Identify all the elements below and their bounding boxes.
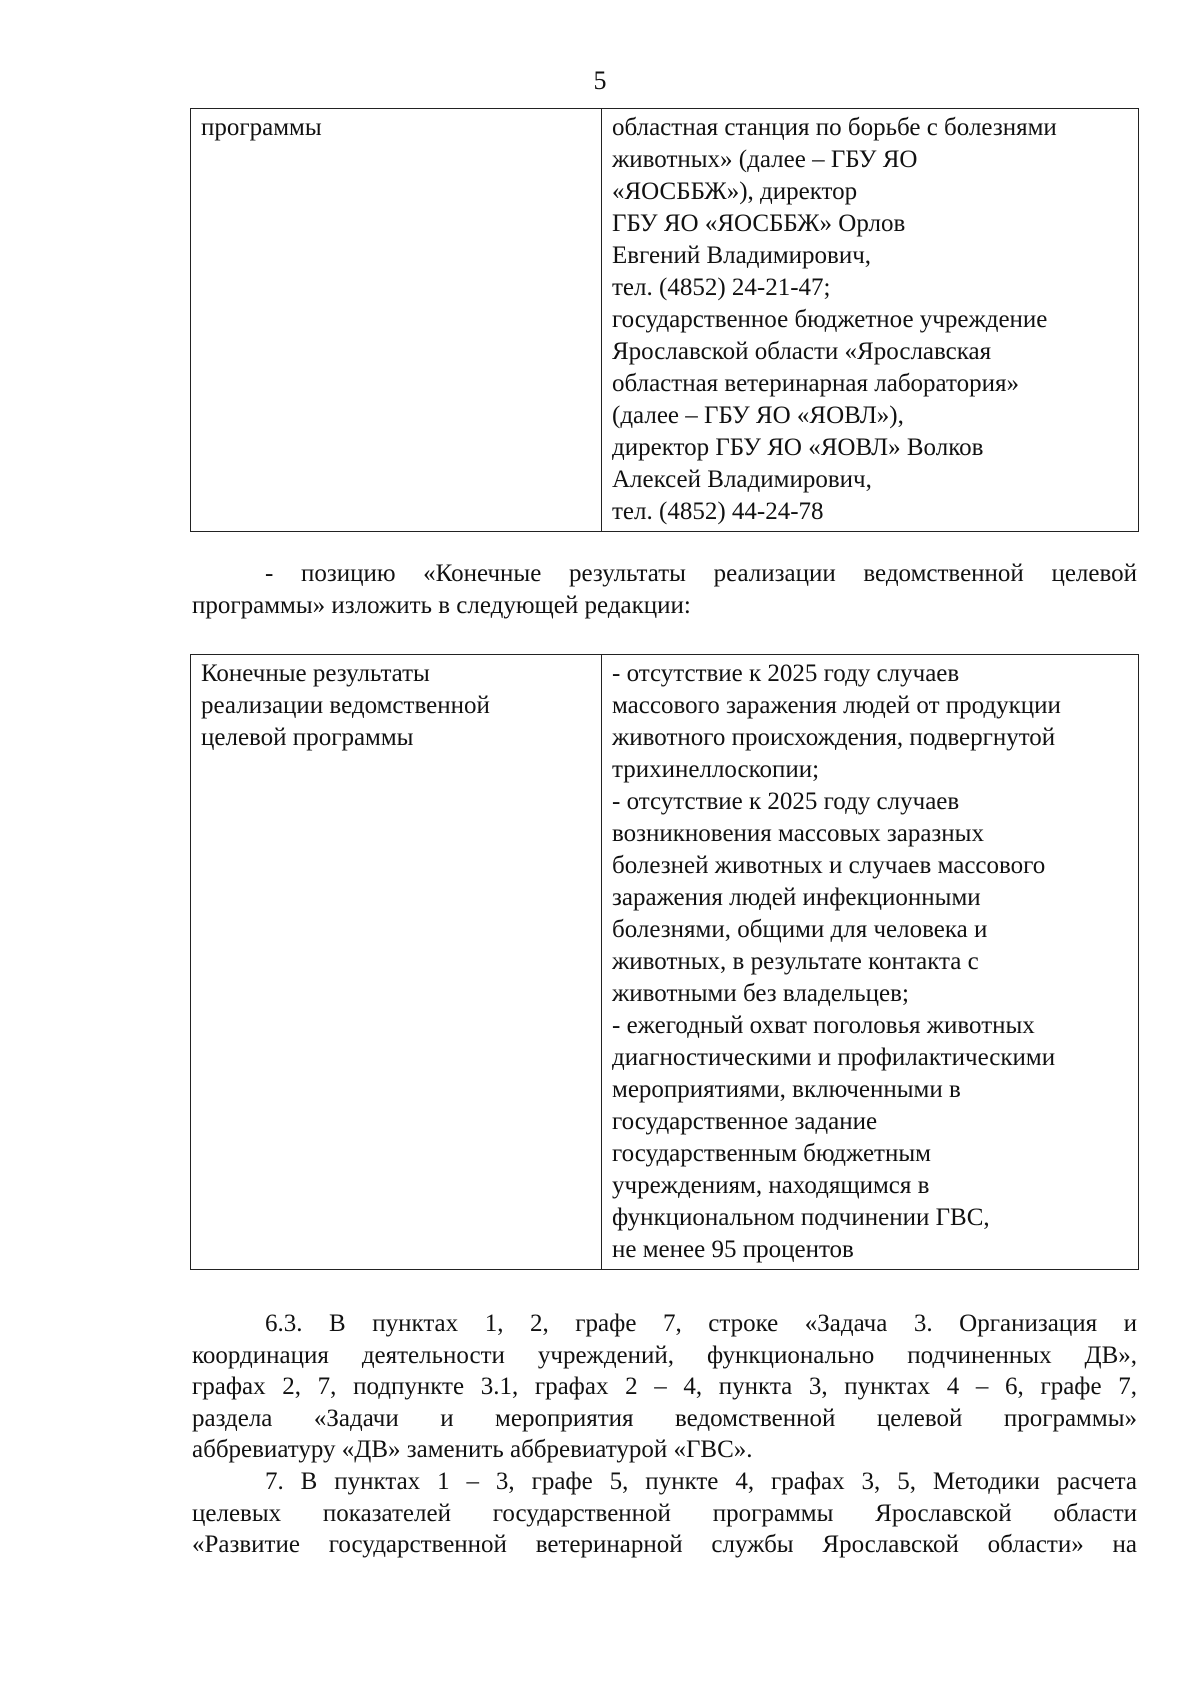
- cell-line: государственным бюджетным: [612, 1140, 931, 1167]
- cell-line: (далее – ГБУ ЯО «ЯОВЛ»),: [612, 402, 904, 429]
- paragraph-line: 7. В пунктах 1 – 3, графе 5, пункте 4, графах 3, 5, Методики расчета: [265, 1468, 1137, 1495]
- cell-line: учреждениям, находящимся в: [612, 1172, 930, 1199]
- cell-line: диагностическими и профилактическими: [612, 1044, 1056, 1071]
- amendment-paragraph-6-3: [192, 1308, 1137, 1466]
- cell-line: государственное задание: [612, 1108, 878, 1135]
- cell-line: функциональном подчинении ГВС,: [612, 1204, 990, 1231]
- cell-line: болезнями, общими для человека и: [612, 916, 988, 943]
- cell-line: - ежегодный охват поголовья животных: [612, 1012, 1035, 1039]
- paragraph-line: раздела «Задачи и мероприятия ведомственной целевой программы»: [192, 1404, 1137, 1432]
- cell-line: трихинеллоскопии;: [612, 756, 820, 783]
- cell-line: - отсутствие к 2025 году случаев: [612, 660, 960, 687]
- cell-line: целевой программы: [201, 724, 414, 751]
- table-row: [191, 655, 1139, 1270]
- cell-line: Алексей Владимирович,: [612, 466, 872, 493]
- table-cell-label: [191, 655, 602, 1270]
- cell-line: реализации ведомственной: [201, 692, 490, 719]
- cell-line: ГБУ ЯО «ЯОСББЖ» Орлов: [612, 210, 906, 237]
- paragraph-line: - позицию «Конечные результаты реализации ведомственной целевой: [265, 560, 1137, 587]
- cell-line: животными без владельцев;: [612, 980, 909, 1007]
- cell-line: болезней животных и случаев массового: [612, 852, 1046, 879]
- page-number: 5: [593, 66, 607, 95]
- cell-line: - отсутствие к 2025 году случаев: [612, 788, 960, 815]
- cell-line: государственное бюджетное учреждение: [612, 306, 1048, 333]
- table-cell-label: [191, 109, 602, 532]
- cell-line: Конечные результаты: [201, 660, 430, 687]
- paragraph-line: аббревиатуру «ДВ» заменить аббревиатурой «ГВС».: [192, 1436, 753, 1463]
- cell-line: программы: [201, 114, 322, 141]
- cell-line: заражения людей инфекционными: [612, 884, 981, 911]
- amendment-paragraph-final-results: [192, 558, 1137, 621]
- final-results-table: [190, 654, 1139, 1270]
- cell-line: возникновения массовых заразных: [612, 820, 984, 847]
- paragraph-line: 6.3. В пунктах 1, 2, графе 7, строке «Задача 3. Организация и: [265, 1310, 1137, 1337]
- cell-line: животного происхождения, подвергнутой: [612, 724, 1056, 751]
- paragraph-line: графах 2, 7, подпункте 3.1, графах 2 – 4, пункта 3, пунктах 4 – 6, графе 7,: [192, 1373, 1137, 1400]
- table-cell-value: [602, 109, 1139, 532]
- table-cell-value: [602, 655, 1139, 1270]
- responsible-executors-table: [190, 108, 1139, 532]
- cell-line: животных, в результате контакта с: [612, 948, 979, 975]
- amendment-paragraph-7: [192, 1466, 1137, 1561]
- cell-line: тел. (4852) 24-21-47;: [612, 274, 831, 301]
- cell-line: тел. (4852) 44-24-78: [612, 498, 824, 525]
- paragraph-line: программы» изложить в следующей редакции:: [192, 591, 691, 619]
- paragraph-line: «Развитие государственной ветеринарной службы Ярославской области» на: [192, 1531, 1137, 1558]
- paragraph-line: целевых показателей государственной программы Ярославской области: [192, 1499, 1137, 1527]
- cell-line: областная ветеринарная лаборатория»: [612, 370, 1019, 397]
- cell-line: мероприятиями, включенными в: [612, 1076, 961, 1103]
- cell-line: Евгений Владимирович,: [612, 242, 872, 269]
- table-row: [191, 109, 1139, 532]
- cell-line: массового заражения людей от продукции: [612, 692, 1061, 719]
- cell-line: «ЯОСББЖ»), директор: [612, 178, 858, 205]
- paragraph-line: координация деятельности учреждений, функционально подчиненных ДВ»,: [192, 1341, 1137, 1369]
- cell-line: не менее 95 процентов: [612, 1236, 854, 1263]
- cell-line: Ярославской области «Ярославская: [612, 338, 992, 365]
- cell-line: животных» (далее – ГБУ ЯО: [612, 146, 918, 173]
- cell-line: областная станция по борьбе с болезнями: [612, 114, 1057, 141]
- cell-line: директор ГБУ ЯО «ЯОВЛ» Волков: [612, 434, 984, 461]
